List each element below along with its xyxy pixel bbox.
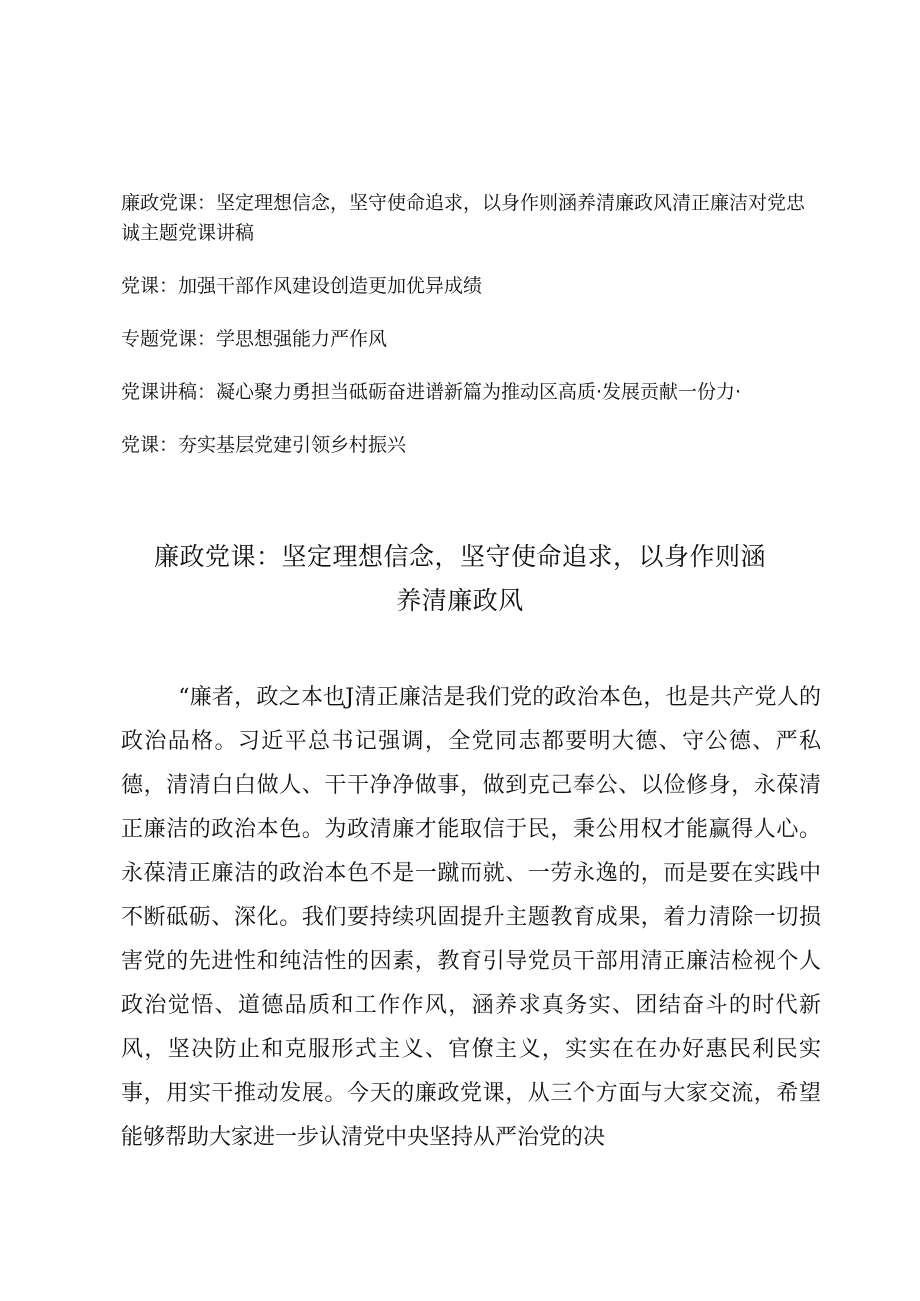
toc-item-1: 廉政党课：坚定理想信念，坚守使命追求，以身作则涵养清廉政风清正廉洁对党忠诚主题党课讲稿 [121, 192, 806, 244]
article-title [110, 535, 810, 623]
article-title-line-2: 养清廉政风 [396, 586, 524, 615]
table-of-contents [121, 188, 821, 483]
toc-item-2: 党课：加强干部作风建设创造更加优异成绩 [121, 275, 483, 297]
article-paragraph: “廉者，政之本也J清正廉洁是我们党的政治本色，也是共产党人的政治品格。习近平总书记强调，全党同志都要明大德、守公德、严私德，清清白白做人、干干净净做事，做到克己奉公、以俭修身，永葆清正廉洁的政治本色。为政清廉才能取信于民，秉公用权才能赢得人心。永葆清正廉洁的政治本色不是一蹴而就、一劳永逸的，而是要在实践中不断砥砺、深化。我们要持续巩固提升主题教育成果，着力清除一切损害党的先进性和纯洁性的因素，教育引导党员干部用清正廉洁检视个人政治觉悟、道德品质和工作作风，涵养求真务实、团结奋斗的时代新风，坚决防止和克服形式主义、官僚主义，实实在在办好惠民利民实事，用实干推动发展。今天的廉政党课，从三个方面与大家交流，希望能够帮助大家进一步认清党中央坚持从严治党的决 [121, 685, 821, 1150]
toc-item-5: 党课：夯实基层党建引领乡村振兴 [121, 434, 407, 456]
toc-item-3: 专题党课：学思想强能力严作风 [121, 328, 388, 350]
toc-item-4: 党课讲稿：凝心聚力勇担当砥砺奋进谱新篇为推动区高质·发展贡献一份力· [121, 381, 742, 403]
article-title-line-1: 廉政党课：坚定理想信念，坚守使命追求，以身作则涵 [153, 542, 766, 571]
